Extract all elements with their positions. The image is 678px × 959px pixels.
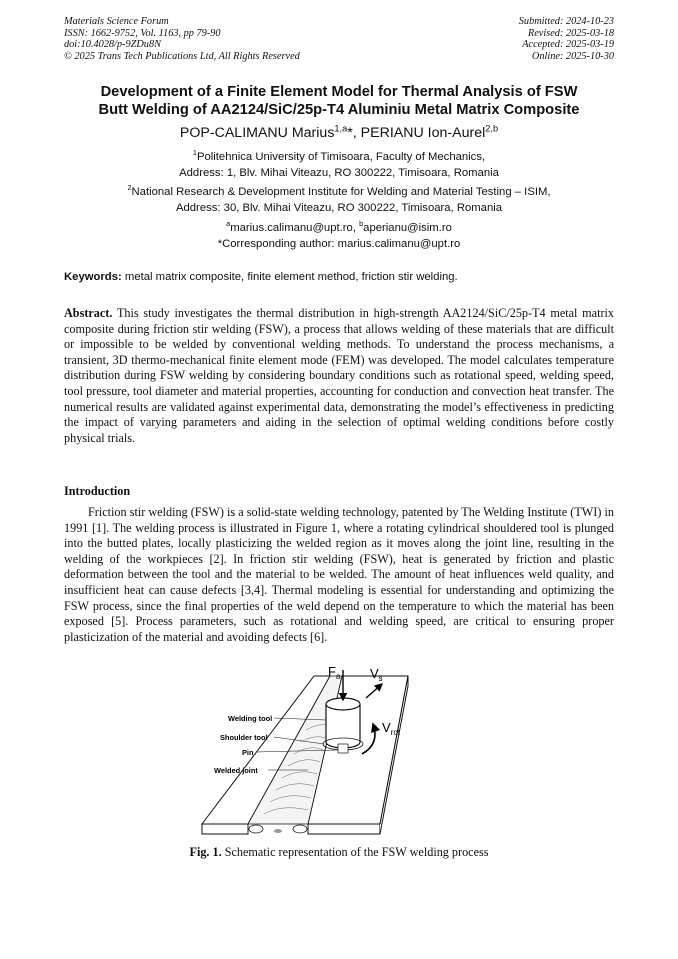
affiliation-1-line-1: Politehnica University of Timisoara, Faculty of Mechanics,: [196, 151, 486, 163]
plate-left-side: [202, 824, 248, 834]
label-welded-joint: Welded joint: [214, 766, 258, 775]
copyright-line: © 2025 Trans Tech Publications Ltd, All Rights Reserved: [64, 50, 300, 62]
caption-label: Fig. 1.: [189, 845, 222, 859]
label-welding-tool: Welding tool: [228, 714, 273, 723]
keywords-text: metal matrix composite, finite element method, friction stir welding.: [121, 271, 458, 283]
issn-line: ISSN: 1662-9752, Vol. 1163, pp 79-90: [64, 27, 221, 39]
contact-emails: [40, 221, 638, 252]
label-pin: Pin: [242, 748, 254, 757]
email-b[interactable]: aperianu@isim.ro: [363, 222, 452, 234]
title-line-1: Development of a Finite Element Model for Thermal Analysis of FSW: [100, 84, 578, 100]
email-a-mark: a: [226, 219, 231, 229]
author-2-affiliation: 2,b: [485, 123, 499, 134]
header-left: [64, 16, 300, 62]
corresponding-author: *Corresponding author: marius.calimanu@upt.ro: [217, 237, 461, 250]
tool-pin: [338, 744, 348, 753]
email-b-mark: b: [359, 219, 364, 229]
speed-label: $V_s$: [370, 666, 383, 683]
caption-text: Schematic representation of the FSW welding process: [221, 845, 489, 859]
revised-date: Revised: 2025-03-18: [527, 27, 614, 39]
author-2: PERIANU Ion-Aurel: [360, 125, 486, 141]
accepted-date: Accepted: 2025-03-19: [522, 39, 614, 51]
abstract-text: This study investigates the thermal distribution in high-strength AA2124/SiC/25p-T4 metal matrix composite during friction stir welding (FSW), a process that allows welding of these materials that are difficult or impossible to be welded by conventional welding methods. To understand the process mechanisms, a transient, 3D thermo-mechanical finite element mode (FEM) was developed. The model calculates temperature distribution during FSW welding by considering boundary conditions such as rotational speed, welding speed, tool pressure, tool diameter and material properties, accounting for conduction and convection heat transfer. The numerical results are validated against experimental data, demonstrating the model’s effectiveness in predicting the impact of varying parameters and aiding in the selection of optimal welding conditions before costly physical trials.: [64, 306, 614, 445]
author-1-affiliation: 1,a: [334, 123, 348, 134]
figure-caption: [40, 845, 638, 860]
keywords: [64, 270, 616, 285]
online-date: Online: 2025-10-30: [531, 50, 614, 62]
corresponding-mark: *: [347, 125, 353, 141]
affiliation-2-line-2: Address: 30, Blv. Mihai Viteazu, RO 300222, Timisoara, Romania: [175, 201, 503, 214]
rotation-label: $V_{rot}$: [382, 720, 401, 737]
affiliation-2-line-1: National Research & Development Institute for Welding and Material Testing – ISIM,: [131, 186, 551, 198]
author-list: [40, 124, 638, 142]
affiliation-2: [40, 185, 638, 216]
abstract: [64, 306, 614, 446]
submitted-date: Submitted: 2024-10-23: [518, 16, 614, 27]
keywords-label: Keywords:: [64, 271, 122, 283]
doi-line: doi:10.4028/p-9ZDu8N: [64, 39, 161, 51]
affiliation-1: [40, 150, 638, 181]
title-line-2: Butt Welding of AA2124/SiC/25p-T4 Aluminiu Metal Matrix Composite: [98, 102, 580, 118]
paper-title: [40, 83, 638, 119]
fsw-schematic-figure: [196, 664, 486, 840]
affiliation-1-line-2: Address: 1, Blv. Mihai Viteazu, RO 300222, Timisoara, Romania: [179, 166, 499, 179]
affiliation-2-number: 2: [127, 183, 132, 193]
force-label: $F_a$: [328, 664, 341, 681]
author-separator: ,: [352, 125, 361, 141]
plate-right-side: [308, 824, 380, 834]
email-separator: ,: [352, 222, 360, 234]
affiliation-1-number: 1: [192, 148, 197, 158]
abstract-label: Abstract.: [64, 306, 113, 320]
label-shoulder-tool: Shoulder tool: [220, 733, 268, 742]
introduction-text: Friction stir welding (FSW) is a solid-state welding technology, patented by The Welding Institute (TWI) in 1991 [1]. The welding process is illustrated in Figure 1, where a rotating cylindrical shouldered tool is plunged into the butted plates, locally plasticizing the welded region as it moves along the joint line, resulting in the welding of the workpieces [2]. In friction stir welding (FSW), heat is generated by friction and plastic deformation between the tool and the material to be welded. The amount of heat influences weld quality, and insufficient heat can cause defects [3,4]. Thermal modeling is essential for understanding and optimizing the FSW process, since the final properties of the weld depend on the temperature to which the material has been exposed [5]. Process parameters, such as rotational and welding speed, are critical to ensuring proper plasticization of the material and avoiding defects [6].: [64, 505, 614, 644]
email-a[interactable]: marius.calimanu@upt.ro: [230, 222, 353, 234]
author-1: POP-CALIMANU Marius: [179, 125, 335, 141]
journal-name: Materials Science Forum: [64, 16, 169, 27]
header-right: [519, 16, 614, 62]
introduction-heading: Introduction: [64, 484, 131, 498]
